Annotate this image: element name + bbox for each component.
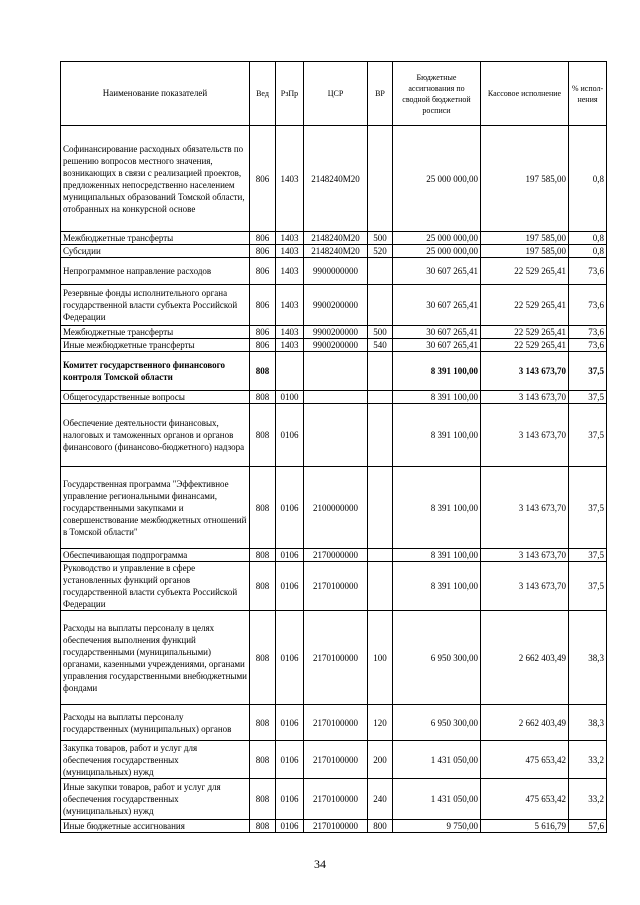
table-row [61,549,607,562]
cell-csr [304,404,368,467]
cell-vr: 120 [368,705,393,741]
cell-cash-execution: 197 585,00 [481,245,569,258]
cell-cash-execution: 22 529 265,41 [481,339,569,352]
cell-cash-execution: 22 529 265,41 [481,285,569,326]
table-row [61,326,607,339]
cell-ved: 806 [250,258,276,285]
cell-csr: 9900000000 [304,258,368,285]
cell-ved: 806 [250,339,276,352]
cell-ved: 806 [250,232,276,245]
cell-vr: 520 [368,245,393,258]
cell-rzpr: 0106 [276,741,304,779]
cell-assignments: 6 950 300,00 [393,705,481,741]
cell-assignments: 8 391 100,00 [393,562,481,611]
cell-ved: 806 [250,285,276,326]
cell-name: Расходы на выплаты персоналу в целях обеспечения выполнения функций государственными (муниципальными) органами, казенными учреждениями, органами управления государственными внебюджетными фондами [61,611,250,705]
table-row [61,232,607,245]
cell-assignments: 8 391 100,00 [393,467,481,549]
cell-rzpr: 0106 [276,404,304,467]
table-row [61,258,607,285]
cell-cash-execution: 2 662 403,49 [481,705,569,741]
cell-cash-execution: 3 143 673,70 [481,467,569,549]
cell-assignments: 25 000 000,00 [393,232,481,245]
cell-rzpr: 0106 [276,562,304,611]
cell-assignments: 6 950 300,00 [393,611,481,705]
cell-name: Межбюджетные трансферты [61,326,250,339]
cell-assignments: 8 391 100,00 [393,391,481,404]
cell-assignments: 8 391 100,00 [393,352,481,391]
cell-cash-execution: 197 585,00 [481,126,569,232]
cell-cash-execution: 5 616,79 [481,820,569,833]
cell-vr: 240 [368,779,393,820]
table-row [61,285,607,326]
table-row [61,339,607,352]
cell-cash-execution: 197 585,00 [481,232,569,245]
cell-csr: 2148240M20 [304,232,368,245]
cell-name: Государственная программа "Эффективное управление региональными финансами, государственными закупками и совершенствование межбюджетных отношений в Томской области" [61,467,250,549]
header-cash-execution: Кассовое исполнение [481,62,569,126]
cell-csr: 2170100000 [304,820,368,833]
cell-csr: 2170100000 [304,705,368,741]
cell-cash-execution: 3 143 673,70 [481,404,569,467]
cell-assignments: 1 431 050,00 [393,779,481,820]
table-row [61,779,607,820]
cell-percent: 33,2 [569,741,607,779]
cell-ved: 808 [250,467,276,549]
cell-ved: 808 [250,705,276,741]
cell-percent: 73,6 [569,258,607,285]
cell-name: Обеспечивающая подпрограмма [61,549,250,562]
table-row [61,741,607,779]
cell-name: Межбюджетные трансферты [61,232,250,245]
cell-percent: 0,8 [569,245,607,258]
cell-assignments: 30 607 265,41 [393,326,481,339]
cell-rzpr: 0106 [276,779,304,820]
table-row [61,245,607,258]
cell-ved: 808 [250,352,276,391]
cell-vr: 500 [368,232,393,245]
cell-assignments: 25 000 000,00 [393,245,481,258]
cell-name: Иные бюджетные ассигнования [61,820,250,833]
cell-name: Комитет государственного финансового контроля Томской области [61,352,250,391]
cell-percent: 37,5 [569,404,607,467]
cell-percent: 38,3 [569,705,607,741]
cell-vr: 800 [368,820,393,833]
cell-name: Иные закупки товаров, работ и услуг для обеспечения государственных (муниципальных) нужд [61,779,250,820]
cell-vr [368,467,393,549]
cell-rzpr [276,352,304,391]
cell-percent: 37,5 [569,467,607,549]
cell-cash-execution: 475 653,42 [481,779,569,820]
table-row [61,352,607,391]
table-body [61,126,607,833]
cell-percent: 37,5 [569,352,607,391]
cell-rzpr: 1403 [276,126,304,232]
cell-rzpr: 1403 [276,245,304,258]
cell-assignments: 30 607 265,41 [393,285,481,326]
cell-name: Резервные фонды исполнительного органа государственной власти субъекта Российской Федерации [61,285,250,326]
cell-ved: 806 [250,245,276,258]
cell-percent: 57,6 [569,820,607,833]
cell-vr: 200 [368,741,393,779]
cell-assignments: 30 607 265,41 [393,339,481,352]
cell-percent: 33,2 [569,779,607,820]
cell-vr: 500 [368,326,393,339]
cell-vr [368,404,393,467]
cell-name: Иные межбюджетные трансферты [61,339,250,352]
budget-execution-table [60,61,607,833]
cell-ved: 808 [250,779,276,820]
table-header-row [61,62,607,126]
cell-vr [368,258,393,285]
header-assignments: Бюджетные ассигнования по сводной бюджетной росписи [393,62,481,126]
cell-rzpr: 0106 [276,549,304,562]
cell-percent: 37,5 [569,549,607,562]
cell-vr: 100 [368,611,393,705]
cell-percent: 73,6 [569,285,607,326]
cell-name: Софинансирование расходных обязательств по решению вопросов местного значения, возникающих в связи с реализацией проектов, предложенных непосредственно населением муниципальных образований Томской области, отобранных на конкурсной основе [61,126,250,232]
cell-csr: 9900200000 [304,285,368,326]
cell-ved: 806 [250,126,276,232]
cell-name: Субсидии [61,245,250,258]
cell-assignments: 1 431 050,00 [393,741,481,779]
cell-vr [368,562,393,611]
cell-rzpr: 1403 [276,285,304,326]
cell-ved: 806 [250,326,276,339]
cell-vr [368,549,393,562]
cell-cash-execution: 2 662 403,49 [481,611,569,705]
cell-csr [304,391,368,404]
cell-assignments: 8 391 100,00 [393,549,481,562]
cell-percent: 37,5 [569,562,607,611]
cell-csr: 9900200000 [304,339,368,352]
cell-assignments: 30 607 265,41 [393,258,481,285]
cell-name: Расходы на выплаты персоналу государственных (муниципальных) органов [61,705,250,741]
cell-cash-execution: 475 653,42 [481,741,569,779]
table-row [61,611,607,705]
cell-rzpr: 0106 [276,705,304,741]
cell-cash-execution: 22 529 265,41 [481,258,569,285]
cell-cash-execution: 3 143 673,70 [481,562,569,611]
table-row [61,126,607,232]
cell-ved: 808 [250,549,276,562]
cell-csr: 2170100000 [304,741,368,779]
cell-ved: 808 [250,404,276,467]
cell-csr [304,352,368,391]
cell-assignments: 8 391 100,00 [393,404,481,467]
cell-name: Обеспечение деятельности финансовых, налоговых и таможенных органов и органов финансового (финансово-бюджетного) надзора [61,404,250,467]
cell-vr [368,391,393,404]
cell-vr [368,352,393,391]
cell-rzpr: 1403 [276,339,304,352]
cell-rzpr: 1403 [276,232,304,245]
cell-name: Руководство и управление в сфере установленных функций органов государственной власти субъекта Российской Федерации [61,562,250,611]
cell-vr [368,285,393,326]
cell-name: Непрограммное направление расходов [61,258,250,285]
cell-percent: 37,5 [569,391,607,404]
cell-csr: 2100000000 [304,467,368,549]
cell-assignments: 9 750,00 [393,820,481,833]
cell-assignments: 25 000 000,00 [393,126,481,232]
header-rzpr: РзПр [276,62,304,126]
cell-ved: 808 [250,391,276,404]
cell-rzpr: 0100 [276,391,304,404]
cell-ved: 808 [250,611,276,705]
header-name: Наименование показателей [61,62,250,126]
cell-name: Общегосударственные вопросы [61,391,250,404]
cell-csr: 9900200000 [304,326,368,339]
cell-percent: 38,3 [569,611,607,705]
table-row [61,562,607,611]
cell-csr: 2170100000 [304,779,368,820]
cell-vr: 540 [368,339,393,352]
header-csr: ЦСР [304,62,368,126]
cell-csr: 2170100000 [304,611,368,705]
cell-percent: 0,8 [569,126,607,232]
page-number: 34 [314,857,326,871]
cell-cash-execution: 3 143 673,70 [481,352,569,391]
cell-csr: 2170000000 [304,549,368,562]
cell-cash-execution: 3 143 673,70 [481,391,569,404]
cell-vr [368,126,393,232]
cell-percent: 73,6 [569,326,607,339]
cell-rzpr: 0106 [276,467,304,549]
cell-rzpr: 1403 [276,326,304,339]
cell-csr: 2148240M20 [304,245,368,258]
table-row [61,467,607,549]
cell-csr: 2148240M20 [304,126,368,232]
table-row [61,820,607,833]
cell-csr: 2170100000 [304,562,368,611]
cell-rzpr: 0106 [276,611,304,705]
header-ved: Вед [250,62,276,126]
cell-name: Закупка товаров, работ и услуг для обеспечения государственных (муниципальных) нужд [61,741,250,779]
table-row [61,705,607,741]
cell-rzpr: 1403 [276,258,304,285]
cell-ved: 808 [250,820,276,833]
cell-percent: 73,6 [569,339,607,352]
cell-ved: 808 [250,741,276,779]
cell-cash-execution: 3 143 673,70 [481,549,569,562]
table-row [61,404,607,467]
header-percent: % испол-нения [569,62,607,126]
cell-cash-execution: 22 529 265,41 [481,326,569,339]
table-row [61,391,607,404]
header-vr: ВР [368,62,393,126]
cell-ved: 808 [250,562,276,611]
cell-percent: 0,8 [569,232,607,245]
cell-rzpr: 0106 [276,820,304,833]
